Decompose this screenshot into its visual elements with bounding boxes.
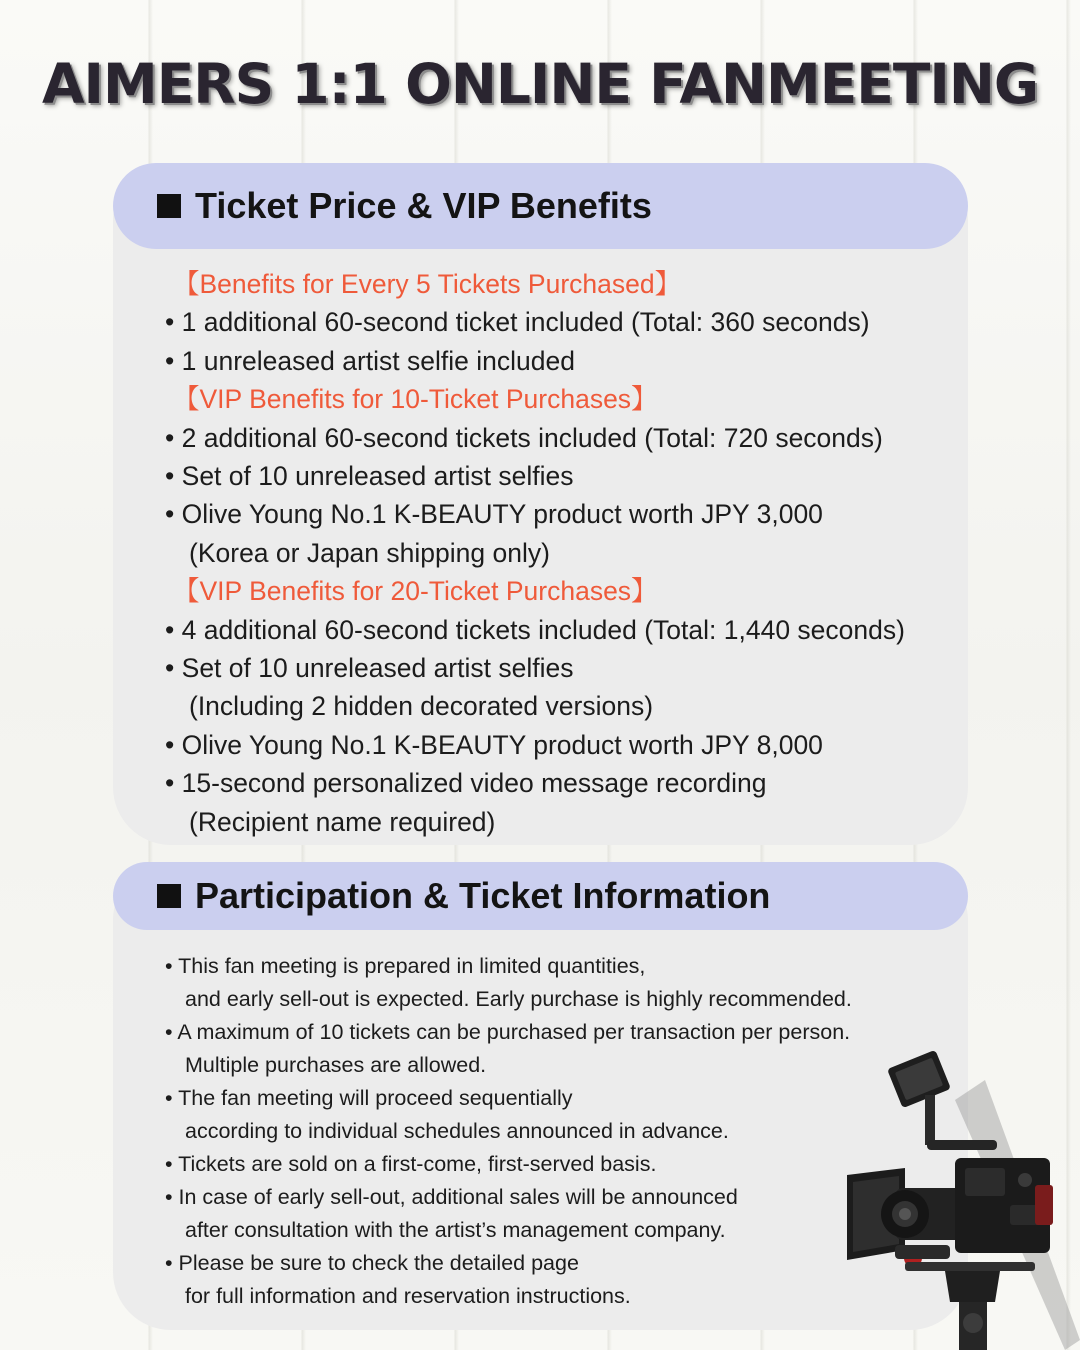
list-item: • Set of 10 unreleased artist selfies xyxy=(165,653,574,684)
list-item: • Olive Young No.1 K-BEAUTY product worth JPY 8,000 xyxy=(165,729,823,760)
list-item: • 4 additional 60-second tickets included (Total: 1,440 seconds) xyxy=(165,614,905,645)
list-item-continuation: for full information and reservation instructions. xyxy=(185,1284,631,1308)
list-item: • In case of early sell-out, additional sales will be announced xyxy=(165,1185,738,1209)
list-item: • 1 additional 60-second ticket included (Total: 360 seconds) xyxy=(165,307,870,338)
list-item-continuation: according to individual schedules announced in advance. xyxy=(185,1119,729,1143)
list-item-continuation: and early sell-out is expected. Early purchase is highly recommended. xyxy=(185,987,852,1011)
ticket-benefits-card xyxy=(113,163,968,845)
benefits-list xyxy=(165,265,905,841)
benefit-tier-heading: 【VIP Benefits for 20-Ticket Purchases】 xyxy=(173,576,658,607)
participation-header xyxy=(113,862,968,930)
list-item: • The fan meeting will proceed sequentially xyxy=(165,1086,573,1110)
list-item-continuation: after consultation with the artist’s management company. xyxy=(185,1218,726,1242)
list-item: • This fan meeting is prepared in limited quantities, xyxy=(165,954,646,978)
list-item: • Please be sure to check the detailed page xyxy=(165,1251,579,1275)
participation-list xyxy=(165,950,852,1313)
page-title: AIMERS 1:1 ONLINE FANMEETING xyxy=(41,52,1039,116)
list-item: • A maximum of 10 tickets can be purchased per transaction per person. xyxy=(165,1020,851,1044)
list-item: • 15-second personalized video message recording xyxy=(165,768,767,799)
benefit-tier-heading: 【Benefits for Every 5 Tickets Purchased】 xyxy=(173,269,682,299)
black-square-icon xyxy=(157,884,181,908)
list-item: • 1 unreleased artist selfie included xyxy=(165,345,575,376)
benefit-tier-heading: 【VIP Benefits for 10-Ticket Purchases】 xyxy=(173,384,658,415)
list-item: • Tickets are sold on a first-come, first-served basis. xyxy=(165,1152,657,1176)
black-square-icon xyxy=(157,194,181,218)
cinema-camera-rig-icon xyxy=(835,1040,1080,1350)
participation-heading: Participation & Ticket Information xyxy=(195,875,771,916)
list-item: • 2 additional 60-second tickets included (Total: 720 seconds) xyxy=(165,422,883,453)
list-item: • Olive Young No.1 K-BEAUTY product worth JPY 3,000 xyxy=(165,499,823,530)
ticket-benefits-header xyxy=(113,163,968,249)
list-item-continuation: (Korea or Japan shipping only) xyxy=(189,537,550,568)
list-item-continuation: Multiple purchases are allowed. xyxy=(185,1053,487,1077)
list-item-continuation: (Including 2 hidden decorated versions) xyxy=(189,691,654,722)
ticket-benefits-heading: Ticket Price & VIP Benefits xyxy=(195,185,652,226)
list-item-continuation: (Recipient name required) xyxy=(189,806,496,837)
list-item: • Set of 10 unreleased artist selfies xyxy=(165,461,574,492)
